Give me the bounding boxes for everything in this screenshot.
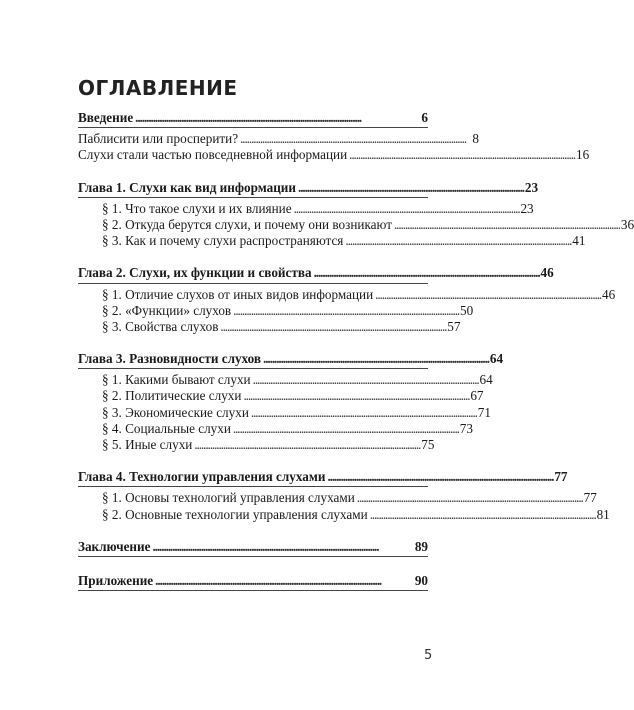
toc-entry-appendix[interactable]: [78, 573, 428, 589]
toc-entry-title: § 4. Социальные слухи: [102, 420, 231, 436]
table-of-contents: [78, 110, 634, 594]
toc-entry-page: 46: [602, 286, 616, 302]
dot-leader: [298, 180, 523, 196]
divider: [78, 556, 428, 557]
toc-section[interactable]: [78, 404, 491, 421]
toc-section[interactable]: [78, 506, 610, 523]
dot-leader: [345, 233, 570, 249]
dot-leader: [233, 421, 458, 437]
toc-entry-publicity[interactable]: [78, 131, 479, 147]
dot-leader: [327, 469, 552, 485]
toc-section[interactable]: [78, 200, 534, 217]
dot-leader: [294, 201, 519, 217]
toc-entry-title: § 3. Экономические слухи: [102, 404, 249, 420]
toc-entry-title: § 2. Политические слухи: [102, 388, 242, 404]
toc-entry-page: 50: [460, 302, 474, 318]
toc-chapter-1[interactable]: [78, 179, 539, 196]
toc-entry-title: Глава 4. Технологии управления слухами: [78, 469, 326, 485]
toc-section[interactable]: [78, 286, 616, 303]
dot-leader: [135, 110, 414, 126]
dot-leader: [263, 351, 488, 367]
toc-section[interactable]: [78, 318, 461, 335]
toc-entry-page: 73: [459, 420, 473, 436]
toc-chapter-3[interactable]: [78, 351, 504, 367]
toc-entry-page: 16: [576, 147, 590, 163]
divider: [78, 590, 428, 591]
toc-entry-everyday[interactable]: [78, 147, 590, 163]
divider: [78, 283, 428, 284]
dot-leader: [152, 539, 412, 555]
toc-entry-title: § 3. Как и почему слухи распространяются: [102, 233, 344, 249]
dot-leader: [251, 405, 476, 421]
toc-entry-title: § 3. Свойства слухов: [102, 318, 219, 334]
dot-leader: [240, 131, 465, 147]
toc-entry-title: Глава 1. Слухи как вид информации: [78, 179, 297, 195]
dot-leader: [243, 388, 468, 404]
toc-entry-title: § 5. Иные слухи: [102, 437, 193, 452]
toc-entry-title: Введение: [78, 110, 134, 125]
toc-chapter-2[interactable]: [78, 265, 554, 281]
page-number: 5: [424, 648, 433, 663]
dot-leader: [220, 319, 445, 335]
divider: [78, 486, 428, 487]
toc-section[interactable]: [78, 388, 484, 404]
toc-section[interactable]: [78, 216, 634, 233]
toc-section[interactable]: [78, 302, 474, 319]
toc-entry-page: 23: [524, 179, 539, 195]
page-title: ОГЛАВЛЕНИЕ: [78, 76, 238, 100]
toc-entry-page: 77: [554, 469, 568, 485]
toc-entry-intro[interactable]: [78, 110, 428, 126]
toc-section[interactable]: [78, 437, 435, 453]
dot-leader: [194, 437, 419, 453]
toc-entry-conclusion[interactable]: [78, 539, 428, 555]
toc-entry-title: § 1. Какими бывают слухи: [102, 372, 251, 388]
dot-leader: [314, 265, 539, 281]
toc-entry-title: § 2. Откуда берутся слухи, и почему они возникают: [102, 216, 392, 232]
toc-entry-page: 64: [479, 372, 493, 388]
toc-entry-title: § 2. Основные технологии управления слухами: [102, 506, 368, 522]
toc-entry-page: 75: [421, 437, 435, 452]
toc-entry-title: Глава 2. Слухи, их функции и свойства: [78, 265, 312, 281]
toc-entry-page: 90: [414, 572, 428, 588]
toc-entry-page: 57: [447, 318, 461, 334]
toc-entry-page: 36: [620, 216, 634, 232]
toc-entry-page: 77: [583, 490, 597, 506]
dot-leader: [349, 147, 574, 163]
toc-entry-page: 46: [540, 265, 554, 281]
toc-entry-page: 8: [472, 131, 479, 147]
toc-entry-page: 71: [477, 404, 491, 420]
dot-leader: [370, 507, 595, 523]
toc-chapter-4[interactable]: [78, 469, 568, 485]
toc-entry-page: 23: [520, 200, 534, 216]
toc-entry-page: 81: [596, 506, 610, 522]
dot-leader: [357, 490, 582, 506]
toc-section[interactable]: [78, 372, 493, 388]
toc-entry-page: 41: [572, 233, 586, 249]
toc-entry-title: § 1. Отличие слухов от иных видов информации: [102, 286, 374, 302]
toc-entry-title: § 1. Что такое слухи и их влияние: [102, 200, 292, 216]
toc-section[interactable]: [78, 420, 473, 437]
toc-entry-page: 64: [489, 351, 504, 367]
dot-leader: [233, 303, 458, 319]
toc-entry-page: 67: [470, 388, 484, 404]
dot-leader: [375, 287, 600, 303]
toc-section[interactable]: [78, 233, 586, 249]
dot-leader: [253, 372, 478, 388]
divider: [78, 127, 428, 128]
toc-entry-title: Заключение: [78, 538, 151, 554]
divider: [78, 368, 428, 369]
dot-leader: [155, 573, 413, 589]
toc-entry-title: Паблисити или просперити?: [78, 131, 239, 147]
divider: [78, 197, 428, 198]
dot-leader: [394, 217, 619, 233]
toc-entry-page: 89: [414, 538, 428, 554]
toc-entry-page: 6: [421, 110, 428, 125]
toc-entry-title: Приложение: [78, 572, 154, 588]
toc-section[interactable]: [78, 490, 597, 506]
toc-entry-title: § 2. «Функции» слухов: [102, 302, 232, 318]
toc-entry-title: § 1. Основы технологий управления слухами: [102, 490, 355, 506]
toc-entry-title: Глава 3. Разновидности слухов: [78, 351, 262, 367]
toc-entry-title: Слухи стали частью повседневной информации: [78, 147, 348, 163]
